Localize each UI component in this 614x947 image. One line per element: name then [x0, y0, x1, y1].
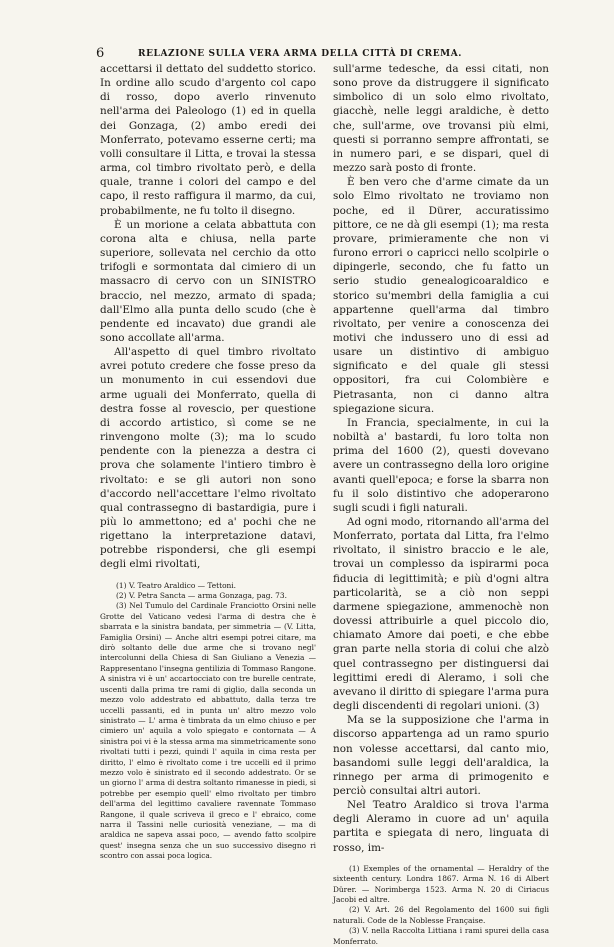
right-paragraph-2: È ben vero che d'arme cimate da un solo Elmo rivoltato ne troviamo non poche, ed il Dürer, accuratissimo pittore, ce ne dà gli esempi (1); ma resta provare, primieramente che non vi furono errori o capricci nello scolpirle o dipingerle, secondo, che fu fatto un serio studio genealogicoaraldico e storico su'membri della famiglia a cui appartenne quell'arma dal timbro rivoltato, per venire a conoscenza dei motivi che indussero uno di essi ad usare un distintivo di ambiguo significato e del quale gli stessi oppositori, fra cui Colombière e Pietrasanta, non ci danno altra spiegazione sicura.: [333, 176, 549, 415]
left-column: [100, 62, 316, 862]
right-paragraph-6: Nel Teatro Araldico si trova l'arma degli Aleramo in cuore ad un' aquila partita e spiegata di nero, linguata di rosso, im-: [333, 799, 549, 854]
right-paragraph-1: sull'arme tedesche, da essi citati, non sono prove da distruggere il significato simbolico di un solo elmo rivoltato, giacchè, nelle leggi araldiche, è detto che, sull'arme, ove trovansi più elmi, questi si porranno sempre affrontati, se in numero pari, e se dispari, quel di mezzo sarà posto di fronte.: [333, 63, 549, 175]
page-header: [96, 48, 536, 62]
right-paragraph-4: Ad ogni modo, ritornando all'arma del Monferrato, portata dal Litta, fra l'elmo rivoltato, il sinistro braccio e le ale, trovai un complesso da ispirarmi poca fiducia di legittimità; e più d'ogni altra particolarità, se a ciò non seppi darmene spiegazione, ammenochè non dovessi attribuirle a quel piccolo dio, chiamato Amore dai poeti, e che ebbe gran parte nella storia di colui che alzò quel contrassegno per distinguersi dai legittimi eredi di Aleramo, i soli che avevano il diritto di spiegare l'arma pura degli discendenti di regolari unioni. (3): [333, 516, 549, 713]
left-footnote-3: (3) Nel Tumulo del Cardinale Franciotto Orsini nelle Grotte del Vaticano vedesi l'arma di destra che è sbarrata e la sinistra bandata, per simmetria — (V. Litta, Famiglia Orsini) — Anche altri esempi potrei citare, ma dirò soltanto delle due arme che si trovano negl' intercolunni della Chiesa di San Giuliano a Venezia — Rappresentano l'insegna gentilizia di Tommaso Rangone. A sinistra vi è un' accartocciato con tre burelle centrate, uscenti dalla prima tre rami di giglio, dalla seconda un mezzo volo addestrato ed abbattuto, dalla terza tre uccelli passanti, ed in punta un' altro mezzo volo sinistrato — L' arma è timbrata da un elmo chiuso e per cimiero un' aquila a volo spiegato e contornata — A sinistra poi vi è la stessa arma ma simmetricamente sono rivoltati tutti i pezzi, quindi l' aquila in cima resta per diritto, l' elmo è rivoltato come i tre uccelli ed il primo mezzo volo è sinistrato ed il secondo addestrato. Or se un giorno l' arma di destra soltanto rimanesse in piedi, si potrebbe per esempio quell' elmo rivoltato per timbro dell'arma del legittimo cavaliere ravennate Tommaso Rangone, il quale scriveva il greco e l' ebraico, come narra il Tassini nelle curiosità veneziane, — ma di araldica ne sapeva assai poco, — avendo fatto scolpire quest' insegna senza che un suo successivo disegno ri scontro con assai poca logica.: [100, 601, 316, 861]
left-paragraph-1: accettarsi il dettato del suddetto storico. In ordine allo scudo d'argento col capo di rosso, dopo averlo rinvenuto nell'arma dei Paleologo (1) ed in quella dei Gonzaga, (2) ambo eredi dei Monferrato, potevamo esserne certi; ma volli consultare il Litta, e trovai la stessa arma, col timbro rivoltato però, e della quale, tranne i colori del campo e del capo, il resto raffigura il marmo, da cui, probabilmente, ne fu tolto il disegno.: [100, 63, 316, 217]
right-footnote-3: (3) V. nella Raccolta Littiana i rami spurei della casa Monferrato.: [333, 926, 549, 946]
running-title: RELAZIONE SULLA VERA ARMA DELLA CITTÀ DI CREMA.: [138, 49, 463, 59]
page-number: 6: [96, 46, 105, 61]
left-footnote-1: (1) V. Teatro Araldico — Tettoni.: [116, 580, 237, 590]
right-paragraph-3: In Francia, specialmente, in cui la nobiltà a' bastardi, fu loro tolta non prima del 1600 (2), questi dovevano avere un contrassegno della loro origine avanti quell'epoca; e forse la sbarra non fu il solo distintivo che adoperarono sugli scudi i figli naturali.: [333, 416, 549, 514]
right-footnote-1: (1) Exemples of the ornamental — Heraldry of the sixteenth century. Londra 1867. Arma N. 16 di Albert Dürer. — Norimberga 1523. Arma N. 20 di Ciriacus Jacobi ed altre.: [333, 863, 549, 904]
right-footnote-2: (2) V. Art. 26 del Regolamento del 1600 sui figli naturali. Code de la Noblesse Française.: [333, 905, 549, 925]
left-paragraph-2: È un morione a celata abbattuta con corona alta e chiusa, nella parte superiore, sollevata nel cerchio da otto trifogli e sormontata dal cimiero di un massacro di cervo con un SINISTRO braccio, nel mezzo, armato di spada; dall'Elmo alla punta dello scudo (che è pendente ed incavato) due grandi ale sono accollate all'arma.: [100, 218, 316, 344]
left-footnote-2: (2) V. Petra Sancta — arma Gonzaga, pag. 73.: [116, 591, 287, 601]
right-paragraph-5: Ma se la supposizione che l'arma in discorso appartenga ad un ramo spurio non volesse accettarsi, dal canto mio, basandomi sulle leggi dell'araldica, la rinnego per arma di primogenito e perciò consultai altri autori.: [333, 714, 549, 797]
left-paragraph-3: All'aspetto di quel timbro rivoltato avrei potuto credere che fosse preso da un monumento in cui essendovi due arme uguali dei Monferrato, quella di destra fosse al rovescio, per questione di accordo artistico, sì come se ne rinvengono molte (3); ma lo scudo pendente con la pienezza a destra ci prova che solamente l'intiero timbro è rivoltato: e se gli autori non sono d'accordo nell'accettare l'elmo rivoltato qual contrassegno di bastardigia, pure i più lo ammettono; ed a' pochi che ne rigettano la interpretazione datavi, potrebbe rispondersi, che gli esempi degli elmi rivoltati,: [100, 346, 316, 571]
right-column: [333, 62, 549, 947]
